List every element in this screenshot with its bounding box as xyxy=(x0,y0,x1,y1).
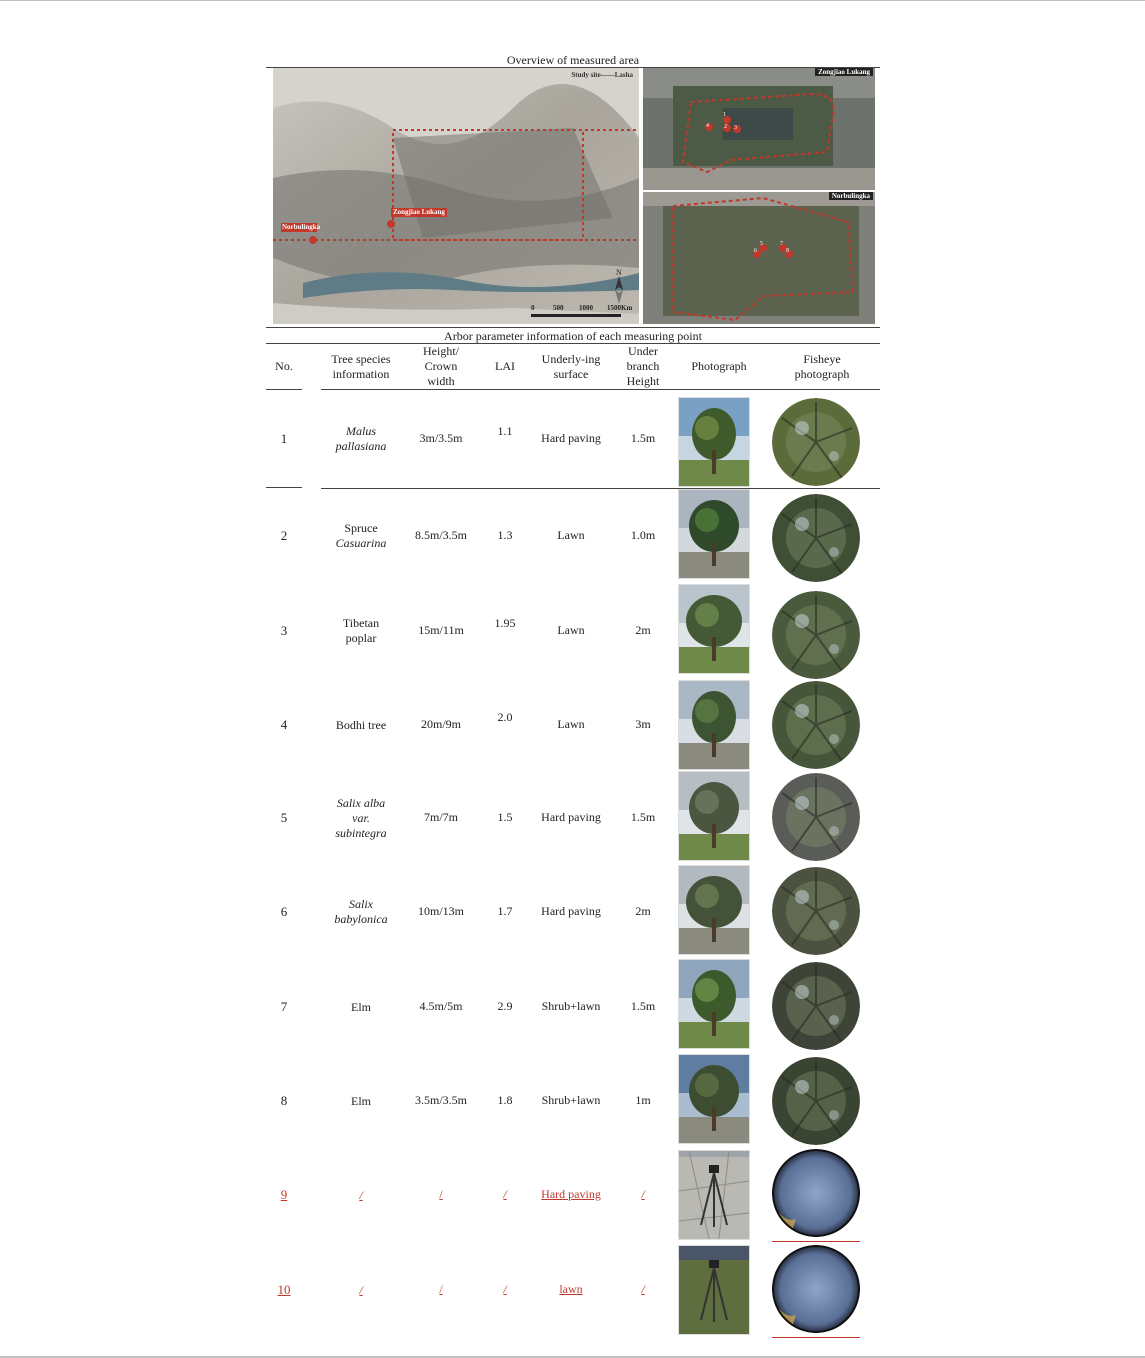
tree-photo xyxy=(678,680,750,770)
underlying-surface: Hard paving xyxy=(541,904,601,918)
height-crown-width: 7m/7m xyxy=(423,810,458,824)
tree-species-line: Spruce xyxy=(344,521,378,535)
inset-zongjiao-graphic xyxy=(643,68,875,190)
north-arrow-label: N xyxy=(616,268,622,277)
tree-species-line: poplar xyxy=(345,631,377,645)
tree-species-line: Casuarina xyxy=(335,536,387,550)
header-under-branch: Under branch Height xyxy=(626,344,660,388)
row-number: 9 xyxy=(280,1187,288,1202)
tree-species xyxy=(321,521,401,551)
page-top-border xyxy=(0,0,1145,1)
scale-tick-1500: 1500Km xyxy=(607,304,633,312)
scale-tick-0: 0 xyxy=(531,304,535,312)
underlying-surface: Hard paving xyxy=(541,431,601,445)
tree-species-line: Bodhi tree xyxy=(335,717,387,732)
height-crown-width: 15m/11m xyxy=(418,623,464,637)
fisheye-underline xyxy=(772,1241,860,1242)
map-site-label: Study site——Lasha xyxy=(571,71,633,79)
tree-species xyxy=(321,424,401,454)
under-branch-height: 1.5m xyxy=(630,999,656,1013)
under-branch-height: 1.5m xyxy=(630,810,656,824)
canopy-fisheye xyxy=(772,867,860,955)
row1-rule-left xyxy=(266,487,302,488)
map-label-zongjiao: Zongjiao Lukang xyxy=(393,208,445,216)
tree-species xyxy=(321,1283,401,1298)
tree-species xyxy=(321,718,401,733)
inset-top-point-3: 3 xyxy=(734,125,737,131)
inset-bottom-point-5: 5 xyxy=(760,241,763,247)
under-branch-height: 1.0m xyxy=(630,528,656,542)
row-number: 8 xyxy=(280,1093,288,1108)
row-number: 7 xyxy=(280,999,288,1014)
lai-value: / xyxy=(503,1187,507,1201)
tree-species-line: / xyxy=(359,1187,363,1202)
tree-species-line: Salix alba xyxy=(336,795,386,810)
underlying-surface: Shrub+lawn xyxy=(541,1093,601,1107)
lai-value: 1.95 xyxy=(494,616,516,630)
tree-species-line: var. xyxy=(352,810,370,825)
under-branch-height: / xyxy=(641,1282,645,1296)
inset-top-point-2: 2 xyxy=(724,124,727,130)
underlying-surface: Lawn xyxy=(557,717,585,731)
table-title: Arbor parameter information of each measuring point xyxy=(444,329,702,343)
lai-value: 1.3 xyxy=(497,528,513,542)
tree-species-line: Elm xyxy=(351,999,371,1014)
inset-norbu-graphic xyxy=(643,192,875,324)
under-branch-height: 2m xyxy=(635,904,651,918)
height-crown-width: 3m/3.5m xyxy=(419,431,463,445)
row-number: 5 xyxy=(280,810,288,825)
canopy-fisheye xyxy=(772,494,860,582)
row-number: 6 xyxy=(280,904,288,919)
header-rule-right xyxy=(321,389,880,390)
underlying-surface: Shrub+lawn xyxy=(541,999,601,1013)
tree-species-line: pallasiana xyxy=(335,439,387,453)
row1-rule-right xyxy=(321,488,880,489)
tripod-photo xyxy=(678,1150,750,1240)
height-crown-width: / xyxy=(439,1187,443,1201)
tree-photo xyxy=(678,865,750,955)
tree-photo xyxy=(678,584,750,674)
height-crown-width: 3.5m/3.5m xyxy=(414,1093,467,1107)
inset-top-label: Zongjiao Lukang xyxy=(815,68,873,76)
overview-title: Overview of measured area xyxy=(506,53,640,67)
header-lai: LAI xyxy=(495,359,515,373)
under-branch-height: 2m xyxy=(635,623,651,637)
underlying-surface: lawn xyxy=(559,1282,583,1296)
lai-value: 2.0 xyxy=(497,710,513,724)
row-number: 3 xyxy=(280,623,288,638)
map-label-norbu: Norbulingka xyxy=(282,223,321,231)
lai-value: 1.5 xyxy=(497,810,513,824)
height-crown-width: 10m/13m xyxy=(417,904,464,918)
scale-tick-500: 500 xyxy=(553,304,564,312)
main-satellite-map xyxy=(273,68,639,324)
tripod-photo xyxy=(678,1245,750,1335)
inset-bottom-label: Norbulingka xyxy=(829,192,873,200)
tree-species xyxy=(321,1188,401,1203)
under-branch-height: 3m xyxy=(635,717,651,731)
tree-photo xyxy=(678,489,750,579)
tree-species xyxy=(321,1000,401,1015)
canopy-fisheye xyxy=(772,773,860,861)
under-branch-height: 1m xyxy=(635,1093,651,1107)
fisheye-underline xyxy=(772,1337,860,1338)
height-crown-width: 4.5m/5m xyxy=(419,999,463,1013)
header-photograph: Photograph xyxy=(691,359,747,373)
table-top-rule xyxy=(266,327,880,328)
header-species: Tree species information xyxy=(331,352,391,381)
inset-bottom-point-7: 7 xyxy=(780,241,783,247)
tree-photo xyxy=(678,771,750,861)
scale-tick-1000: 1000 xyxy=(579,304,593,312)
sky-fisheye xyxy=(772,1245,860,1333)
inset-map-zongjiao xyxy=(643,68,875,190)
lai-value: 1.8 xyxy=(497,1093,513,1107)
tree-species xyxy=(321,796,401,841)
header-fisheye: Fisheye photograph xyxy=(794,352,850,381)
lai-value: 1.1 xyxy=(497,424,513,438)
height-crown-width: 20m/9m xyxy=(420,717,461,731)
row-number: 2 xyxy=(280,528,288,543)
tree-species xyxy=(321,1094,401,1109)
inset-bottom-point-8: 8 xyxy=(786,248,789,254)
tree-species-line: Salix xyxy=(349,897,373,911)
tree-species-line: Tibetan xyxy=(342,616,380,630)
header-height-crown: Height/ Crown width xyxy=(423,344,459,388)
inset-top-point-4: 4 xyxy=(706,123,709,129)
tree-species-line: Malus xyxy=(346,424,376,438)
canopy-fisheye xyxy=(772,398,860,486)
table-title-rule xyxy=(266,343,880,344)
height-crown-width: 8.5m/3.5m xyxy=(414,528,467,542)
inset-map-norbu xyxy=(643,192,875,324)
under-branch-height: / xyxy=(641,1187,645,1201)
sky-fisheye xyxy=(772,1149,860,1237)
tree-species-line: subintegra xyxy=(335,825,387,840)
lai-value: / xyxy=(503,1282,507,1296)
header-no: No. xyxy=(275,359,293,373)
tree-species-line: babylonica xyxy=(334,912,388,926)
row-number: 10 xyxy=(277,1282,291,1297)
tree-photo xyxy=(678,959,750,1049)
row-number: 1 xyxy=(280,431,288,446)
main-map-graphic xyxy=(273,68,639,324)
tree-photo xyxy=(678,1054,750,1144)
canopy-fisheye xyxy=(772,1057,860,1145)
inset-top-point-1: 1 xyxy=(723,112,726,118)
underlying-surface: Lawn xyxy=(557,528,585,542)
inset-bottom-point-6: 6 xyxy=(754,248,757,254)
canopy-fisheye xyxy=(772,591,860,679)
header-rule-left xyxy=(266,389,302,390)
tree-species xyxy=(321,897,401,927)
underlying-surface: Hard paving xyxy=(541,1187,601,1201)
underlying-surface: Hard paving xyxy=(541,810,601,824)
under-branch-height: 1.5m xyxy=(630,431,656,445)
underlying-surface: Lawn xyxy=(557,623,585,637)
row-number: 4 xyxy=(280,717,288,732)
tree-species xyxy=(321,616,401,646)
tree-species-line: / xyxy=(359,1282,363,1297)
lai-value: 2.9 xyxy=(497,999,513,1013)
tree-photo xyxy=(678,397,750,487)
tree-species-line: Elm xyxy=(351,1093,371,1108)
canopy-fisheye xyxy=(772,681,860,769)
canopy-fisheye xyxy=(772,962,860,1050)
height-crown-width: / xyxy=(439,1282,443,1296)
lai-value: 1.7 xyxy=(497,904,513,918)
header-surface: Underly-ing surface xyxy=(541,352,601,381)
